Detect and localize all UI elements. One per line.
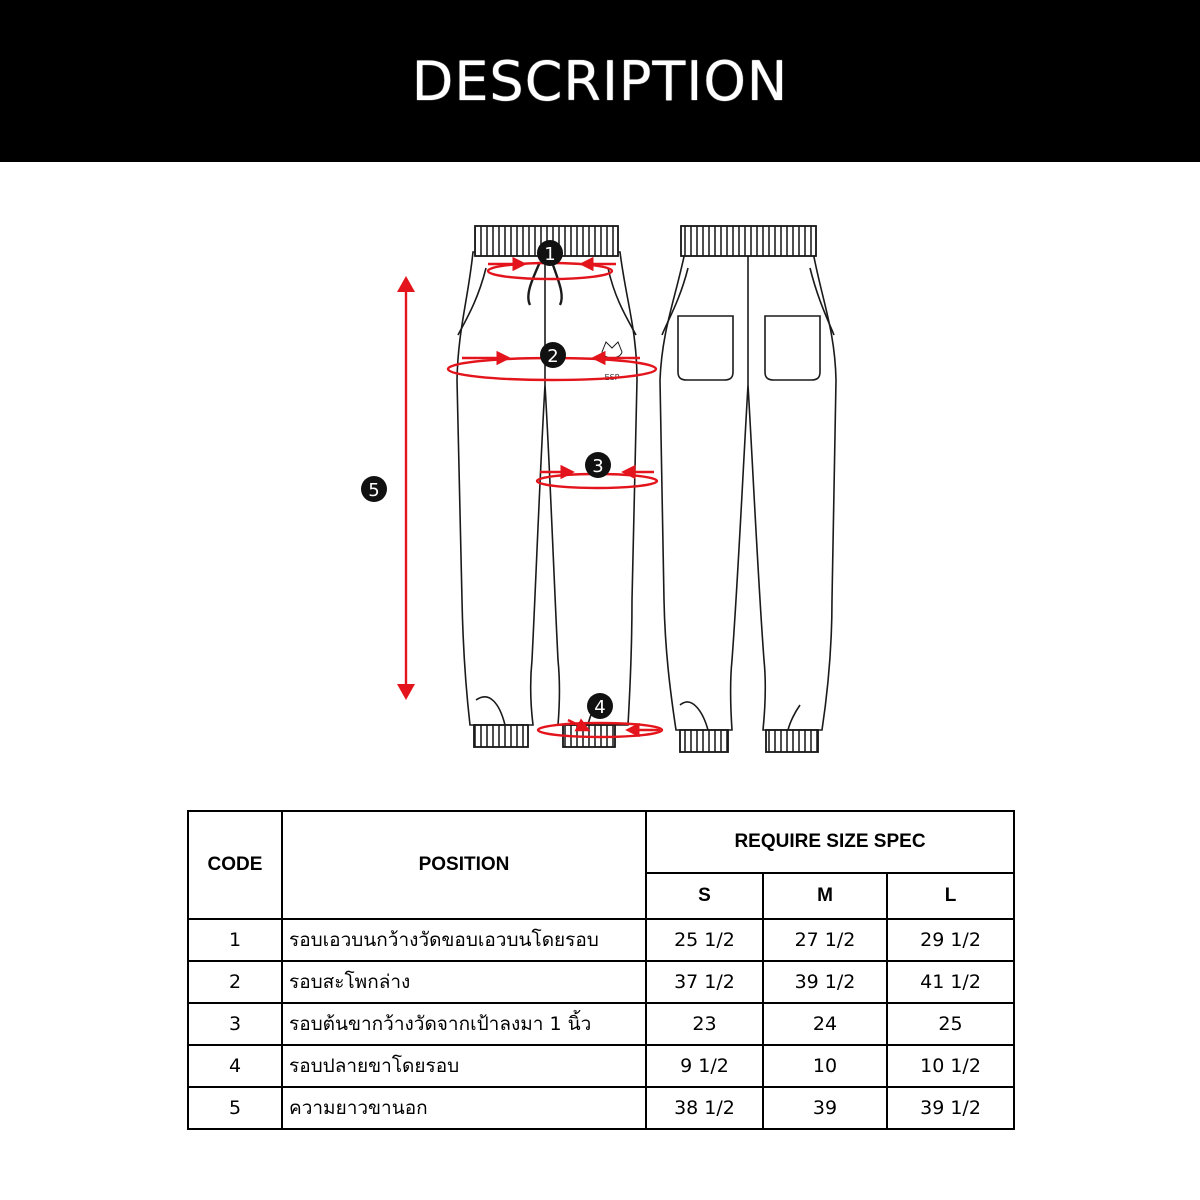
header-position: POSITION xyxy=(282,811,646,919)
header-size-m: M xyxy=(763,873,887,919)
table-row xyxy=(188,961,1014,1003)
cell-size-l: 39 1/2 xyxy=(887,1087,1014,1129)
marker-5 xyxy=(361,476,387,502)
cell-code: 4 xyxy=(188,1045,282,1087)
cell-position: รอบปลายขาโดยรอบ xyxy=(282,1045,646,1087)
cell-size-s: 38 1/2 xyxy=(646,1087,763,1129)
cell-size-m: 39 1/2 xyxy=(763,961,887,1003)
svg-text:4: 4 xyxy=(594,697,606,718)
cell-size-s: 23 xyxy=(646,1003,763,1045)
header-size-s: S xyxy=(646,873,763,919)
header-banner xyxy=(0,0,1200,162)
cell-position: ความยาวขานอก xyxy=(282,1087,646,1129)
header-code: CODE xyxy=(188,811,282,919)
cell-position: รอบเอวบนกว้างวัดขอบเอวบนโดยรอบ xyxy=(282,919,646,961)
marker-2 xyxy=(540,342,566,368)
table-row xyxy=(188,919,1014,961)
cell-code: 3 xyxy=(188,1003,282,1045)
svg-text:3: 3 xyxy=(592,456,604,477)
pants-front-view xyxy=(457,226,637,747)
cell-size-s: 25 1/2 xyxy=(646,919,763,961)
cell-size-m: 27 1/2 xyxy=(763,919,887,961)
logo-text: ESP xyxy=(604,373,620,382)
cell-code: 5 xyxy=(188,1087,282,1129)
header-size-l: L xyxy=(887,873,1014,919)
size-spec-table xyxy=(187,810,1015,1130)
cell-size-l: 25 xyxy=(887,1003,1014,1045)
cell-size-s: 9 1/2 xyxy=(646,1045,763,1087)
cell-size-m: 24 xyxy=(763,1003,887,1045)
svg-text:5: 5 xyxy=(368,480,380,501)
svg-text:1: 1 xyxy=(544,244,556,265)
table-row xyxy=(188,1003,1014,1045)
cell-position: รอบต้นขากว้างวัดจากเป้าลงมา 1 นิ้ว xyxy=(282,1003,646,1045)
table-row xyxy=(188,1045,1014,1087)
cell-size-m: 39 xyxy=(763,1087,887,1129)
marker-4 xyxy=(587,693,613,719)
table-row xyxy=(188,1087,1014,1129)
pants-back-view xyxy=(660,226,836,752)
cell-position: รอบสะโพกล่าง xyxy=(282,961,646,1003)
cell-code: 2 xyxy=(188,961,282,1003)
pants-measurement-diagram xyxy=(0,162,1200,802)
header-size-spec: REQUIRE SIZE SPEC xyxy=(646,811,1014,873)
marker-1 xyxy=(537,240,563,266)
cell-size-s: 37 1/2 xyxy=(646,961,763,1003)
marker-3 xyxy=(585,452,611,478)
cell-code: 1 xyxy=(188,919,282,961)
cell-size-l: 29 1/2 xyxy=(887,919,1014,961)
cell-size-l: 41 1/2 xyxy=(887,961,1014,1003)
cell-size-m: 10 xyxy=(763,1045,887,1087)
cell-size-l: 10 1/2 xyxy=(887,1045,1014,1087)
measure-outseam xyxy=(397,276,415,700)
svg-text:2: 2 xyxy=(547,346,559,367)
page-title: DESCRIPTION xyxy=(411,49,789,113)
